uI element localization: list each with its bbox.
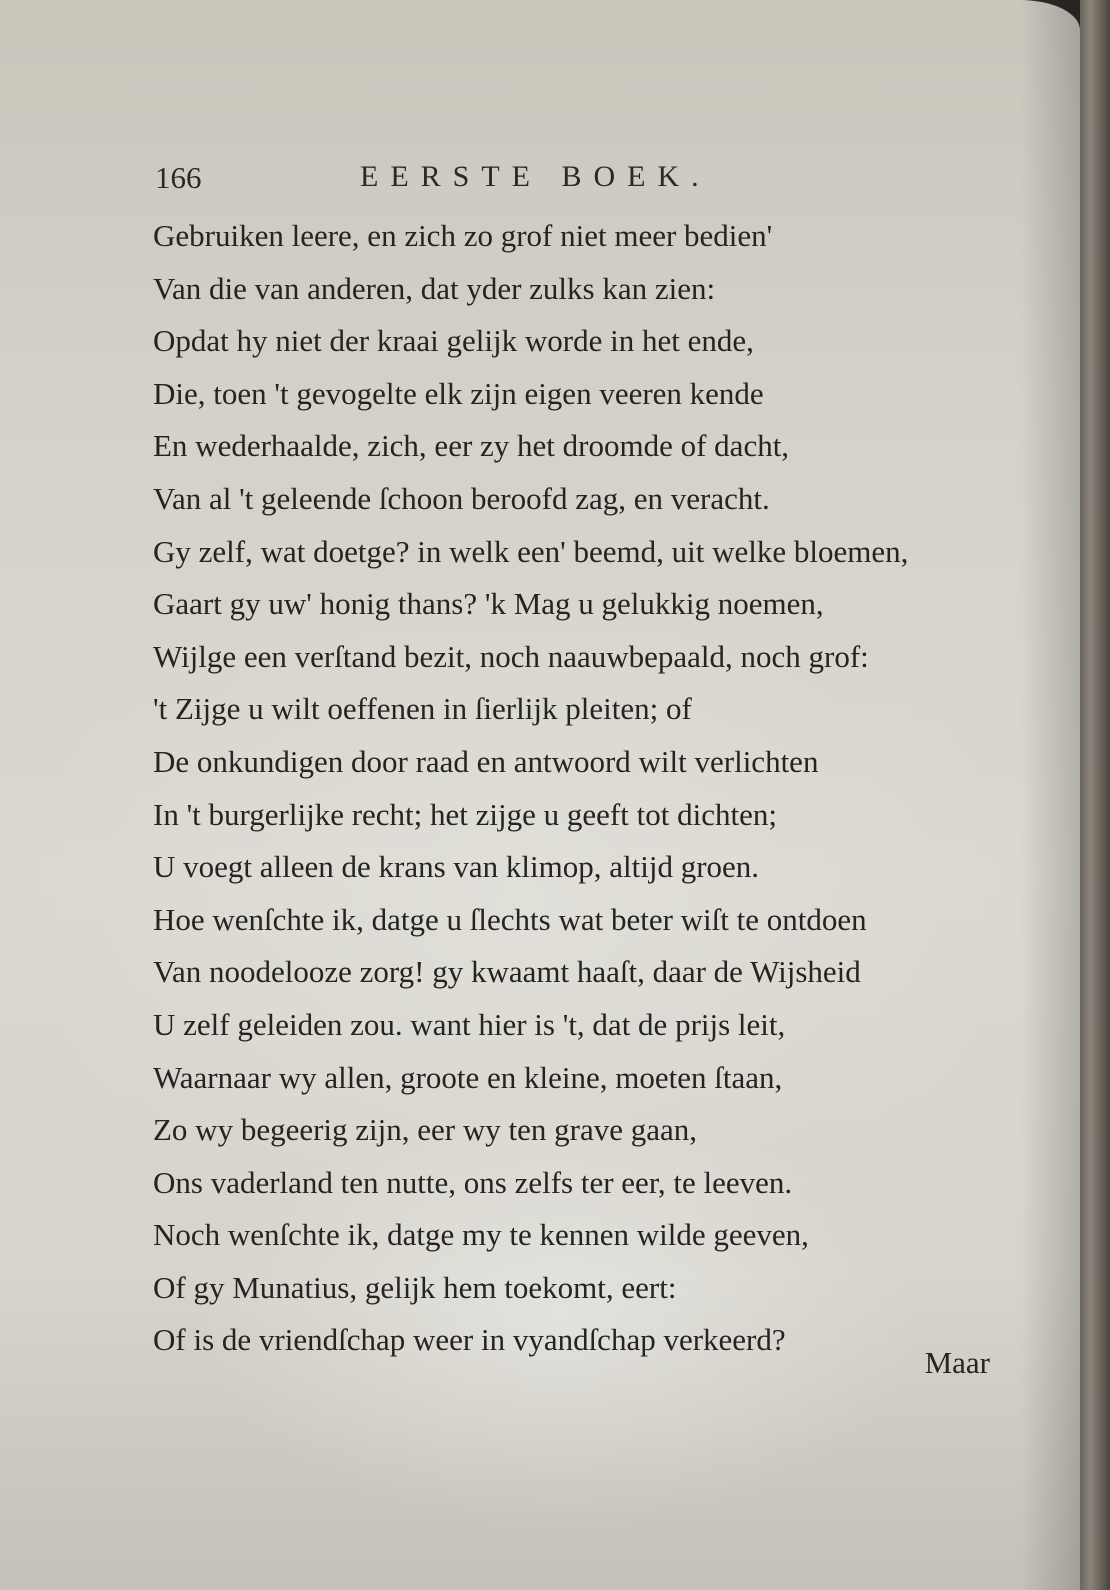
verse-line: En wederhaalde, zich, eer zy het droomde of dacht, <box>153 428 790 464</box>
verse-line: Ons vaderland ten nutte, ons zelfs ter eer, te leeven. <box>153 1164 793 1200</box>
verse-line: U voegt alleen de krans van klimop, altijd groen. <box>153 849 760 885</box>
verse-line: In 't burgerlijke recht; het zijge u geeft tot dichten; <box>153 796 777 832</box>
verse-line: De onkundigen door raad en antwoord wilt verlichten <box>153 743 819 779</box>
verse-line: Opdat hy niet der kraai gelijk worde in het ende, <box>153 323 754 359</box>
verse-line: 't Zijge u wilt oeffenen in ſierlijk pleiten; of <box>153 691 692 727</box>
verse-line: Wijlge een verſtand bezit, noch naauwbepaald, noch grof: <box>153 638 869 674</box>
running-header <box>155 160 795 200</box>
verse-line: Van al 't geleende ſchoon beroofd zag, en veracht. <box>153 480 770 516</box>
verse-line: Noch wenſchte ik, datge my te kennen wilde geeven, <box>153 1217 809 1253</box>
verse-line: Waarnaar wy allen, groote en kleine, moeten ſtaan, <box>153 1059 783 1095</box>
book-gutter <box>1080 0 1110 1590</box>
verse-line: Gaart gy uw' honig thans? 'k Mag u gelukkig noemen, <box>153 586 824 622</box>
verse-line: Die, toen 't gevogelte elk zijn eigen veeren kende <box>153 375 764 411</box>
running-title: EERSTE BOEK. <box>360 160 711 193</box>
verse-line: Van noodelooze zorg! gy kwaamt haaſt, daar de Wijsheid <box>153 954 861 990</box>
verse-text <box>153 210 1003 1367</box>
catchword: Maar <box>924 1345 990 1380</box>
verse-line: Of gy Munatius, gelijk hem toekomt, eert: <box>153 1269 677 1305</box>
verse-line: Of is de vriendſchap weer in vyandſchap verkeerd? <box>153 1322 786 1358</box>
page-number: 166 <box>155 160 202 195</box>
verse-line: Hoe wenſchte ik, datge u ſlechts wat beter wiſt te ontdoen <box>153 901 867 937</box>
verse-line: Van die van anderen, dat yder zulks kan zien: <box>153 270 716 306</box>
verse-line: Gebruiken leere, en zich zo grof niet meer bedien' <box>153 218 773 253</box>
verse-line: Zo wy begeerig zijn, eer wy ten grave gaan, <box>153 1112 697 1148</box>
verse-line: Gy zelf, wat doetge? in welk een' beemd, uit welke bloemen, <box>153 533 909 569</box>
verse-line: U zelf geleiden zou. want hier is 't, dat de prijs leit, <box>153 1006 786 1042</box>
